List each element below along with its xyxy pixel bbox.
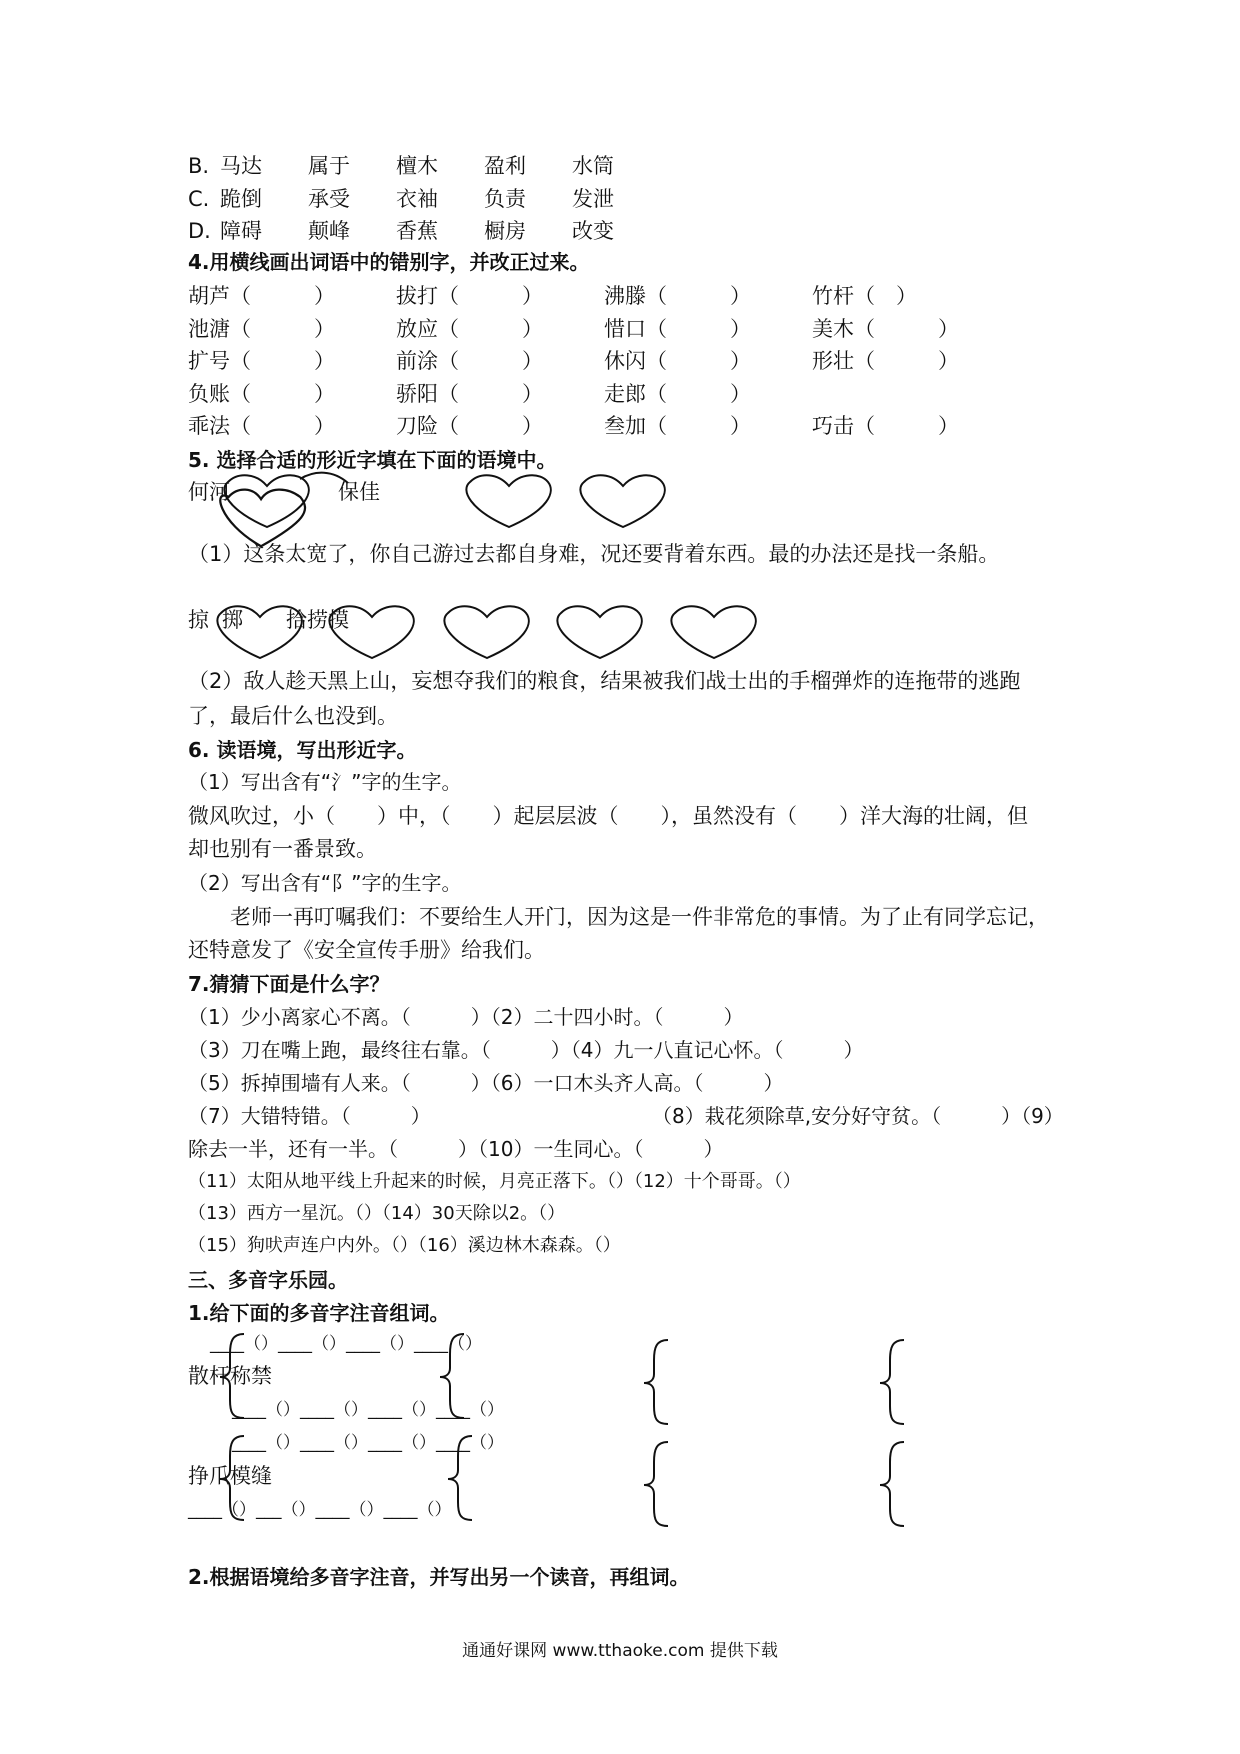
q5-title: 5. 选择合适的形近字填在下面的语境中。 bbox=[188, 448, 557, 472]
q4-item: 叁加（ ） bbox=[604, 414, 751, 438]
q7-line-small: （13）西方一星沉。（）（14）30天除以2。（） bbox=[188, 1203, 566, 1224]
option-word: 橱房 bbox=[484, 219, 526, 243]
heart-icon bbox=[580, 475, 664, 527]
q4-title: 4.用横线画出词语中的错别字，并改正过来。 bbox=[188, 250, 590, 274]
brace-icon bbox=[880, 1340, 904, 1424]
heart-icon bbox=[671, 606, 755, 658]
option-word: 发泄 bbox=[572, 187, 614, 211]
q7-line-9: 除去一半，还有一半。（ ）（10）一生同心。（ ） bbox=[188, 1137, 724, 1161]
q4-item: 胡芦（ ） bbox=[188, 284, 335, 308]
option-word: 负责 bbox=[484, 187, 526, 211]
brace-icon bbox=[440, 1334, 464, 1418]
q7-title: 7.猜猜下面是什么字？ bbox=[188, 972, 390, 996]
q4-item: 巧击（ ） bbox=[812, 414, 959, 438]
option-word: 水筒 bbox=[572, 154, 614, 178]
section3-q1-title: 1.给下面的多音字注音组词。 bbox=[188, 1301, 450, 1325]
polyphone-row2-bottom: ____（）___（）____（）____（） bbox=[188, 1500, 452, 1520]
q7-line-small: （11）太阳从地平线上升起来的时候，月亮正落下。（）（12）十个哥哥。（） bbox=[188, 1171, 801, 1192]
polyphone-row2-top: ____（）____（）____（）____（） bbox=[232, 1433, 504, 1453]
option-label: D. bbox=[188, 219, 211, 243]
brace-icon bbox=[644, 1340, 668, 1424]
q4-item: 放应（ ） bbox=[396, 317, 543, 341]
q4-item: 走郎（ ） bbox=[604, 382, 751, 406]
heart-icon bbox=[300, 473, 348, 483]
option-label: B. bbox=[188, 154, 210, 178]
q7-line-7: （7）大错特错。（ ） bbox=[188, 1104, 431, 1128]
q4-item: 沸滕（ ） bbox=[604, 284, 751, 308]
q4-item: 负账（ ） bbox=[188, 382, 335, 406]
option-word: 盈利 bbox=[484, 154, 526, 178]
polyphone-row1-chars: 散杆称禁 bbox=[188, 1364, 272, 1388]
option-word: 马达 bbox=[220, 154, 262, 178]
q6-sub-2: （2）写出含有“阝”字的生字。 bbox=[188, 871, 462, 895]
page-footer: 通通好课网 www.tthaoke.com 提供下载 bbox=[462, 1641, 778, 1661]
q4-item: 形壮（ ） bbox=[812, 349, 959, 373]
brace-icon bbox=[220, 1334, 244, 1418]
heart-icon bbox=[466, 475, 550, 527]
q6-sub-1: （1）写出含有“氵”字的生字。 bbox=[188, 770, 462, 794]
polyphone-row1-top: ____（）____（）____（）____（） bbox=[210, 1334, 482, 1354]
brace-icon bbox=[880, 1442, 904, 1526]
q5-chars-group2-mid: 掷 bbox=[222, 608, 243, 632]
q4-item: 乖法（ ） bbox=[188, 414, 335, 438]
q6-paragraph-1a: 微风吹过，小（ ）中，（ ）起层层波（ ），虽然没有（ ）洋大海的壮阔，但 bbox=[188, 804, 1028, 828]
option-word: 改变 bbox=[572, 219, 614, 243]
heart-icon bbox=[224, 475, 308, 527]
section3-title: 三、多音字乐园。 bbox=[188, 1268, 348, 1292]
q7-line-8: （8）栽花须除草,安分好守贫。（ ）（9） bbox=[652, 1104, 1064, 1128]
q4-item: 刀险（ ） bbox=[396, 414, 543, 438]
polyphone-row1-bottom: ____（）____（）____（）____（） bbox=[232, 1400, 504, 1420]
polyphone-row2-chars: 挣爪模缝 bbox=[188, 1464, 272, 1488]
q4-item: 美木（ ） bbox=[812, 317, 959, 341]
section3-q2-title: 2.根据语境给多音字注音，并写出另一个读音，再组词。 bbox=[188, 1565, 690, 1589]
q4-item: 骄阳（ ） bbox=[396, 382, 543, 406]
option-word: 香蕉 bbox=[396, 219, 438, 243]
heart-icon bbox=[444, 606, 528, 658]
option-word: 障碍 bbox=[220, 219, 262, 243]
q5-chars-group2-right: 拾捞摸 bbox=[286, 608, 349, 632]
q7-line: （1）少小离家心不离。（ ）（2）二十四小时。（ ） bbox=[188, 1005, 744, 1029]
q4-item: 池溏（ ） bbox=[188, 317, 335, 341]
q5-chars-group1-left: 何河 bbox=[188, 480, 230, 504]
option-word: 衣袖 bbox=[396, 187, 438, 211]
q5-sentence-2a: （2）敌人趁天黑上山，妄想夺我们的粮食，结果被我们战士出的手榴弹炸的连拖带的逃跑 bbox=[188, 669, 1021, 693]
q4-item: 竹杆（ ） bbox=[812, 284, 917, 308]
option-label: C. bbox=[188, 187, 210, 211]
option-word: 跪倒 bbox=[220, 187, 262, 211]
q7-line: （3）刀在嘴上跑，最终往右靠。（ ）（4）九一八直记心怀。（ ） bbox=[188, 1038, 864, 1062]
q7-line-small: （15）狗吠声连户内外。（）（16）溪边林木森森。（） bbox=[188, 1235, 621, 1256]
q4-item: 扩号（ ） bbox=[188, 349, 335, 373]
option-word: 属于 bbox=[308, 154, 350, 178]
brace-icon bbox=[644, 1442, 668, 1526]
q5-sentence-1: （1）这条太宽了，你自己游过去都自身难，况还要背着东西。最的办法还是找一条船。 bbox=[188, 542, 1000, 566]
option-word: 檀木 bbox=[396, 154, 438, 178]
q5-sentence-2b: 了，最后什么也没到。 bbox=[188, 704, 398, 728]
q5-chars-group1-mid: 保佳 bbox=[338, 480, 380, 504]
q6-paragraph-2b: 还特意发了《安全宣传手册》给我们。 bbox=[188, 938, 545, 962]
q4-item: 休闪（ ） bbox=[604, 349, 751, 373]
q5-chars-group2-left: 掠 bbox=[188, 608, 209, 632]
heart-icon bbox=[329, 606, 413, 658]
q4-item: 惜口（ ） bbox=[604, 317, 751, 341]
q6-paragraph-1b: 却也别有一番景致。 bbox=[188, 837, 377, 861]
q6-title: 6. 读语境，写出形近字。 bbox=[188, 738, 417, 762]
q7-line: （5）拆掉围墙有人来。（ ）（6）一口木头齐人高。（ ） bbox=[188, 1071, 784, 1095]
option-word: 颠峰 bbox=[308, 219, 350, 243]
brace-icon bbox=[220, 1436, 244, 1520]
heart-icon bbox=[557, 606, 641, 658]
option-word: 承受 bbox=[308, 187, 350, 211]
q4-item: 前涂（ ） bbox=[396, 349, 543, 373]
heart-icon bbox=[220, 490, 305, 547]
brace-icon bbox=[448, 1436, 472, 1520]
q6-paragraph-2a: 老师一再叮嘱我们：不要给生人开门，因为这是一件非常危的事情。为了止有同学忘记， bbox=[230, 905, 1049, 929]
q4-item: 拔打（ ） bbox=[396, 284, 543, 308]
heart-icon bbox=[217, 606, 301, 658]
